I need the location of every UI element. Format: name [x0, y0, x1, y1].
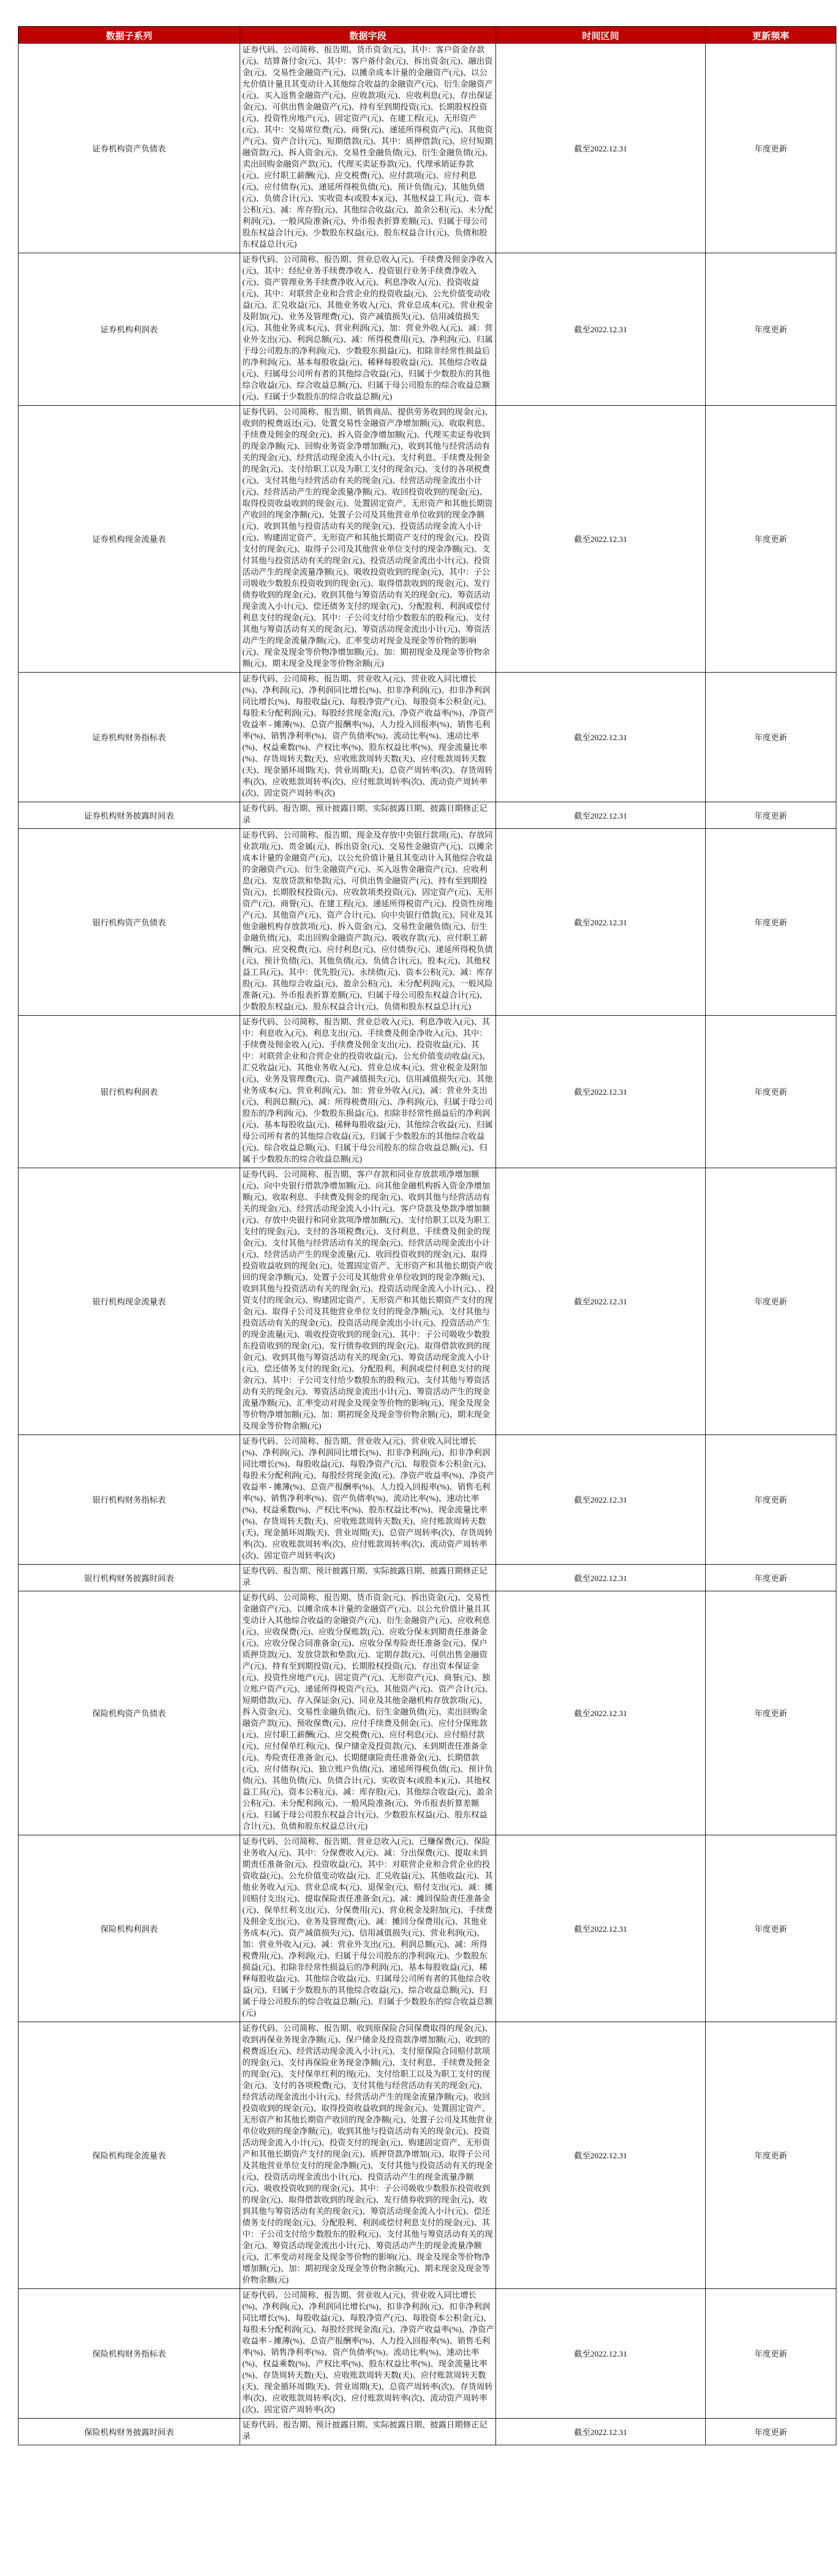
header-period: 时间区间 — [496, 27, 706, 44]
cell-period: 截至2022.12.31 — [496, 253, 706, 406]
cell-period: 截至2022.12.31 — [496, 829, 706, 1016]
cell-frequency: 年度更新 — [706, 1591, 836, 1835]
cell-fields: 证券代码、公司简称、报告期、营业收入(元)、营业收入同比增长(%)、净利润(元)、净利润同比增长(%)、扣非净利润(元)、扣非净利润同比增长(%)、每股收益(元)、每股净资产(元)、每股资本公积金(元)、每股未分配利润(元)、每股经营现金流(元)、净资产收益率(%)、净资产收益率 - 摊薄(%)、总资产报酬率(%)、人力投入回报率(%)、销售毛利率(%)、销售净利率(%)、资产负债率(%)、流动比率(%)、速动比率(%)、权益乘数(%)、产权比率(%)、股东权益比率(%)、现金流量比率(%)、存货周转天数(天)、应收账款周转天数(天)、应付账款周转天数(天)、现金循环周期(天)、营业周期(天)、总资产周转率(次)、存货周转率(次)、应收账款周转率(次)、应付账款周转率(次)、流动资产周转率(次)、固定资产周转率(次) — [240, 673, 496, 802]
cell-fields: 证券代码、公司简称、报告期、营业总收入(元)、手续费及佣金净收入(元)、其中：经纪业务手续费净收入、投资银行业务手续费净收入(元)、资产管理业务手续费净收入(元)、利息净收入(元)、投资收益(元)、其中：对联营企业和合营企业的投资收益(元)、公允价值变动收益(元)、汇兑收益(元)、其他业务收入(元)、营业总成本(元)、营业税金及附加(元)、业务及管理费(元)、资产减值损失(元)、信用减值损失(元)、其他业务成本(元)、营业利润(元)、加：营业外收入(元)、减：营业外支出(元)、利润总额(元)、减：所得税费用(元)、净利润(元)、归属于母公司股东的净利润(元)、少数股东损益(元)、扣除非经常性损益后的净利润(元)、基本每股收益(元)、稀释每股收益(元)、其他综合收益(元)、归属母公司所有者的其他综合收益(元)、归属于少数股东的其他综合收益(元)、综合收益总额(元)、归属于母公司股东的综合收益总额(元)、归属于少数股东的综合收益总额(元) — [240, 253, 496, 406]
table-row — [19, 2289, 836, 2419]
cell-fields: 证券代码、公司简称、报告期、销售商品、提供劳务收到的现金(元)、收到的税费返还(元)、处置交易性金融资产净增加额(元)、收取利息、手续费及佣金的现金(元)、拆入资金净增加额(元)、代理买卖证券收到的现金净额(元)、回购业务资金净增加额(元)、收到其他与经营活动有关的现金(元)、经营活动现金流入小计(元)、支付利息、手续费及佣金的现金(元)、支付给职工以及为职工支付的现金(元)、支付的各项税费(元)、支付其他与经营活动有关的现金(元)、经营活动现金流出小计(元)、经营活动产生的现金流量净额(元)、收回投资收到的现金(元)、取得投资收益收到的现金(元)、处置固定资产、无形资产和其他长期资产收回的现金净额(元)、处置子公司及其他营业单位收到的现金净额(元)、收到其他与投资活动有关的现金(元)、投资活动现金流入小计(元)、购建固定资产、无形资产和其他长期资产支付的现金(元)、投资支付的现金(元)、取得子公司及其他营业单位支付的现金净额(元)、支付其他与投资活动有关的现金(元)、投资活动现金流出小计(元)、投资活动产生的现金流量净额(元)、吸收投资收到的现金(元)、其中：子公司吸收少数股东投资收到的现金(元)、取得借款收到的现金(元)、发行债券收到的现金(元)、收到其他与筹资活动有关的现金(元)、筹资活动现金流入小计(元)、偿还债务支付的现金(元)、分配股利、利润或偿付利息支付的现金(元)、其中：子公司支付给少数股东的股利(元)、支付其他与筹资活动有关的现金(元)、筹资活动现金流出小计(元)、筹资活动产生的现金流量净额(元)、汇率变动对现金及现金等价物的影响(元)、现金及现金等价物净增加额(元)、加：期初现金及现金等价物余额(元)、期末现金及现金等价物余额(元) — [240, 406, 496, 673]
cell-series: 保险机构现金流量表 — [19, 2022, 240, 2289]
cell-series: 保险机构财务披露时间表 — [19, 2419, 240, 2445]
cell-period: 截至2022.12.31 — [496, 1591, 706, 1835]
table-row — [19, 829, 836, 1016]
table-header-row — [19, 27, 836, 44]
data-dictionary-page — [18, 26, 836, 2445]
cell-series: 证券机构利润表 — [19, 253, 240, 406]
header-fields: 数据字段 — [240, 27, 496, 44]
cell-frequency: 年度更新 — [706, 2022, 836, 2289]
header-frequency: 更新频率 — [706, 27, 836, 44]
table-row — [19, 1591, 836, 1835]
cell-period: 截至2022.12.31 — [496, 406, 706, 673]
cell-fields: 证券代码、报告期、预计披露日期、实际披露日期、披露日期修正记录 — [240, 802, 496, 829]
cell-series: 保险机构财务指标表 — [19, 2289, 240, 2419]
cell-frequency: 年度更新 — [706, 1435, 836, 1565]
cell-frequency: 年度更新 — [706, 1168, 836, 1435]
cell-fields: 证券代码、公司简称、报告期、营业收入(元)、营业收入同比增长(%)、净利润(元)、净利润同比增长(%)、扣非净利润(元)、扣非净利润同比增长(%)、每股收益(元)、每股净资产(元)、每股资本公积金(元)、每股未分配利润(元)、每股经营现金流(元)、净资产收益率(%)、净资产收益率 - 摊薄(%)、总资产报酬率(%)、人力投入回报率(%)、销售毛利率(%)、销售净利率(%)、资产负债率(%)、流动比率(%)、速动比率(%)、权益乘数(%)、产权比率(%)、股东权益比率(%)、现金流量比率(%)、存货周转天数(天)、应收账款周转天数(天)、应付账款周转天数(天)、现金循环周期(天)、营业周期(天)、总资产周转率(次)、存货周转率(次)、应收账款周转率(次)、应付账款周转率(次)、流动资产周转率(次)、固定资产周转率(次) — [240, 2289, 496, 2419]
cell-series: 证券机构现金流量表 — [19, 406, 240, 673]
cell-fields: 证券代码、报告期、预计披露日期、实际披露日期、披露日期修正记录 — [240, 2419, 496, 2445]
cell-fields: 证券代码、公司简称、报告期、现金及存放中央银行款项(元)、存放同业款项(元)、贵金属(元)、拆出资金(元)、交易性金融资产(元)、以摊余成本计量的金融资产(元)、以公允价值计量且其变动计入其他综合收益的金融资产(元)、衍生金融资产(元)、买入返售金融资产(元)、应收利息(元)、发放贷款和垫款(元)、可供出售金融资产(元)、持有至到期投资(元)、长期股权投资(元)、应收款项类投资(元)、固定资产(元)、无形资产(元)、商誉(元)、在建工程(元)、递延所得税资产(元)、投资性房地产(元)、其他资产(元)、资产合计(元)、向中央银行借款(元)、同业及其他金融机构存放款项(元)、拆入资金(元)、交易性金融负债(元)、衍生金融负债(元)、卖出回购金融资产款(元)、吸收存款(元)、应付职工薪酬(元)、应交税费(元)、应付利息(元)、应付债券(元)、递延所得税负债(元)、预计负债(元)、其他负债(元)、负债合计(元)、股本(元)、其他权益工具(元)、其中：优先股(元)、永续债(元)、资本公积(元)、减：库存股(元)、其他综合收益(元)、盈余公积(元)、未分配利润(元)、一般风险准备(元)、外币报表折算差额(元)、归属于母公司股东权益合计(元)、少数股东权益(元)、股东权益合计(元)、负债和股东权益总计(元) — [240, 829, 496, 1016]
cell-series: 证券机构财务指标表 — [19, 673, 240, 802]
cell-series: 保险机构资产负债表 — [19, 1591, 240, 1835]
table-row — [19, 406, 836, 673]
cell-frequency: 年度更新 — [706, 1835, 836, 2022]
cell-frequency: 年度更新 — [706, 829, 836, 1016]
table-row — [19, 802, 836, 829]
cell-series: 保险机构利润表 — [19, 1835, 240, 2022]
cell-period: 截至2022.12.31 — [496, 1835, 706, 2022]
data-fields-table — [18, 26, 836, 2445]
table-row — [19, 1016, 836, 1168]
cell-series: 银行机构财务指标表 — [19, 1435, 240, 1565]
cell-fields: 证券代码、公司简称、报告期、营业总收入(元)、已赚保费(元)、保险业务收入(元)、其中：分保费收入(元)、减：分出保费(元)、提取未到期责任准备金(元)、投资收益(元)、其中：对联营企业和合营企业的投资收益(元)、公允价值变动收益(元)、汇兑收益(元)、其他收益(元)、其他业务收入(元)、营业总成本(元)、退保金(元)、赔付支出(元)、减：摊回赔付支出(元)、提取保险责任准备金(元)、减：摊回保险责任准备金(元)、保单红利支出(元)、分保费用(元)、营业税金及附加(元)、手续费及佣金支出(元)、业务及管理费(元)、减：摊回分保费用(元)、其他业务成本(元)、资产减值损失(元)、信用减值损失(元)、营业利润(元)、加：营业外收入(元)、减：营业外支出(元)、利润总额(元)、减：所得税费用(元)、净利润(元)、归属于母公司股东的净利润(元)、少数股东损益(元)、扣除非经常性损益后的净利润(元)、基本每股收益(元)、稀释每股收益(元)、其他综合收益(元)、归属母公司所有者的其他综合收益(元)、归属于少数股东的其他综合收益(元)、综合收益总额(元)、归属于母公司股东的综合收益总额(元)、归属于少数股东的综合收益总额(元) — [240, 1835, 496, 2022]
cell-frequency: 年度更新 — [706, 802, 836, 829]
table-body — [19, 44, 836, 2445]
header-series: 数据子系列 — [19, 27, 240, 44]
cell-series: 银行机构资产负债表 — [19, 829, 240, 1016]
table-row — [19, 44, 836, 253]
cell-fields: 证券代码、公司简称、报告期、营业总收入(元)、利息净收入(元)、其中：利息收入(元)、利息支出(元)、手续费及佣金净收入(元)、其中：手续费及佣金收入(元)、手续费及佣金支出(元)、投资收益(元)、其中：对联营企业和合营企业的投资收益(元)、公允价值变动收益(元)、汇兑收益(元)、其他业务收入(元)、营业总成本(元)、营业税金及附加(元)、业务及管理费(元)、资产减值损失(元)、信用减值损失(元)、其他业务成本(元)、营业利润(元)、加：营业外收入(元)、减：营业外支出(元)、利润总额(元)、减：所得税费用(元)、净利润(元)、归属于母公司股东的净利润(元)、少数股东损益(元)、扣除非经常性损益后的净利润(元)、基本每股收益(元)、稀释每股收益(元)、其他综合收益(元)、归属母公司所有者的其他综合收益(元)、归属于少数股东的其他综合收益(元)、综合收益总额(元)、归属于母公司股东的综合收益总额(元)、归属于少数股东的综合收益总额(元) — [240, 1016, 496, 1168]
cell-series: 证券机构资产负债表 — [19, 44, 240, 253]
cell-period: 截至2022.12.31 — [496, 802, 706, 829]
table-row — [19, 253, 836, 406]
cell-fields: 证券代码、公司简称、报告期、客户存款和同业存放款项净增加额(元)、向中央银行借款净增加额(元)、向其他金融机构拆入资金净增加额(元)、收取利息、手续费及佣金的现金(元)、收到其他与经营活动有关的现金(元)、经营活动现金流入小计(元)、客户贷款及垫款净增加额(元)、存放中央银行和同业款项净增加额(元)、支付给职工以及为职工支付的现金(元)、支付的各项税费(元)、支付利息、手续费及佣金的现金(元)、支付其他与经营活动有关的现金(元)、经营活动现金流出小计(元)、经营活动产生的现金流量(元)、收回投资收到的现金(元)、取得投资收益收到的现金(元)、处置固定资产、无形资产和其他长期资产收回的现金净额(元)、处置子公司及其他营业单位收到的现金净额(元)、收到其他与投资活动有关的现金(元)、投资活动现金流入小计(元)、、投资支付的现金(元)、购建固定资产、无形资产和其他长期资产支付的现金(元)、取得子公司及其他营业单位支付的现金净额(元)、支付其他与投资活动有关的现金(元)、投资活动现金流出小计(元)、投资活动产生的现金流量(元)、吸收投资收到的现金(元)、其中：子公司吸收少数股东投资收到的现金(元)、发行债券收到的现金(元)、取得借款收到的现金(元)、收到其他与筹资活动有关的现金(元)、筹资活动现金流入小计(元)、偿还债务支付的现金(元)、分配股利、利润或偿付利息支付的现金(元)、其中：子公司支付给少数股东的股利(元)、支付其他与筹资活动有关的现金(元)、筹资活动现金流出小计(元)、筹资活动产生的现金流量净额(元)、汇率变动对现金及现金等价物的影响(元)、现金及现金等价物净增加额(元)、加：期初现金及现金等价物余额(元)、期末现金及现金等价物余额(元) — [240, 1168, 496, 1435]
cell-fields: 证券代码、公司简称、报告期、营业收入(元)、营业收入同比增长(%)、净利润(元)、净利润同比增长(%)、扣非净利润(元)、扣非净利润同比增长(%)、每股收益(元)、每股净资产(元)、每股资本公积金(元)、每股未分配利润(元)、每股经营现金流(元)、净资产收益率(%)、净资产收益率 - 摊薄(%)、总资产报酬率(%)、人力投入回报率(%)、销售毛利率(%)、销售净利率(%)、资产负债率(%)、流动比率(%)、速动比率(%)、权益乘数(%)、产权比率(%)、股东权益比率(%)、现金流量比率(%)、存货周转天数(天)、应收账款周转天数(天)、应付账款周转天数(天)、现金循环周期(天)、营业周期(天)、总资产周转率(次)、存货周转率(次)、应收账款周转率(次)、应付账款周转率(次)、流动资产周转率(次)、固定资产周转率(次) — [240, 1435, 496, 1565]
table-row — [19, 1435, 836, 1565]
cell-frequency: 年度更新 — [706, 1565, 836, 1591]
cell-fields: 证券代码、报告期、预计披露日期、实际披露日期、披露日期修正记录 — [240, 1565, 496, 1591]
cell-period: 截至2022.12.31 — [496, 2289, 706, 2419]
table-row — [19, 1565, 836, 1591]
cell-period: 截至2022.12.31 — [496, 1435, 706, 1565]
cell-series: 银行机构现金流量表 — [19, 1168, 240, 1435]
cell-frequency: 年度更新 — [706, 406, 836, 673]
cell-frequency: 年度更新 — [706, 2419, 836, 2445]
cell-series: 银行机构利润表 — [19, 1016, 240, 1168]
cell-fields: 证券代码、公司简称、报告期、货币资金(元)、其中：客户资金存款(元)、结算备付金(元)、其中：客户备付金(元)、拆出资金(元)、融出资金(元)、交易性金融资产(元)、以摊余成本计量的金融资产(元)、以公允价值计量且其变动计入其他综合收益的金融资产(元)、衍生金融资产(元)、买入返售金融资产(元)、应收款项(元)、应收利息(元)、存出保证金(元)、可供出售金融资产(元)、持有至到期投资(元)、长期股权投资(元)、投资性房地产(元)、固定资产(元)、在建工程(元)、无形资产(元)、其中：交易席位费(元)、商誉(元)、递延所得税资产(元)、其他资产(元)、资产合计(元)、短期借款(元)、其中：质押借款(元)、应付短期融资款(元)、拆入资金(元)、交易性金融负债(元)、衍生金融负债(元)、卖出回购金融资产款(元)、代理买卖证券款(元)、代理承销证券款(元)、应付职工薪酬(元)、应交税费(元)、应付款项(元)、应付利息(元)、应付债券(元)、递延所得税负债(元)、预计负债(元)、其他负债(元)、负债合计(元)、实收资本(或股本)(元)、其他权益工具(元)、资本公积(元)、减：库存股(元)、其他综合收益(元)、盈余公积(元)、未分配利润(元)、一般风险准备(元)、外币报表折算差额(元)、归属于母公司股东权益合计(元)、少数股东权益(元)、股东权益合计(元)、负债和股东权益总计(元) — [240, 44, 496, 253]
cell-period: 截至2022.12.31 — [496, 1565, 706, 1591]
cell-frequency: 年度更新 — [706, 2289, 836, 2419]
cell-frequency: 年度更新 — [706, 1016, 836, 1168]
cell-frequency: 年度更新 — [706, 673, 836, 802]
cell-series: 银行机构财务披露时间表 — [19, 1565, 240, 1591]
cell-frequency: 年度更新 — [706, 44, 836, 253]
table-row — [19, 673, 836, 802]
cell-frequency: 年度更新 — [706, 253, 836, 406]
cell-period: 截至2022.12.31 — [496, 2419, 706, 2445]
cell-series: 证券机构财务披露时间表 — [19, 802, 240, 829]
cell-period: 截至2022.12.31 — [496, 673, 706, 802]
cell-period: 截至2022.12.31 — [496, 1016, 706, 1168]
cell-fields: 证券代码、公司简称、报告期、货币资金(元)、拆出资金(元)、交易性金融资产(元)、以摊余成本计量的金融资产(元)、以公允价值计量且其变动计入其他综合收益的金融资产(元)、衍生金融资产(元)、应收利息(元)、应收保费(元)、应收分保账款(元)、应收分保未到期责任准备金(元)、应收分保合同准备金(元)、应收分保寿险责任准备金(元)、保户质押贷款(元)、发放贷款和垫款(元)、定期存款(元)、可供出售金融资产(元)、持有至到期投资(元)、长期股权投资(元)、存出资本保证金(元)、投资性房地产(元)、固定资产(元)、无形资产(元)、商誉(元)、独立账户资产(元)、递延所得税资产(元)、其他资产(元)、资产合计(元)、短期借款(元)、存入保证金(元)、同业及其他金融机构存放款项(元)、拆入资金(元)、交易性金融负债(元)、衍生金融负债(元)、卖出回购金融资产款(元)、预收保费(元)、应付手续费及佣金(元)、应付分保账款(元)、应付职工薪酬(元)、应交税费(元)、应付利息(元)、应付赔付款(元)、应付保单红利(元)、保户储金及投资款(元)、未到期责任准备金(元)、寿险责任准备金(元)、长期健康险责任准备金(元)、长期借款(元)、应付债券(元)、独立账户负债(元)、递延所得税负债(元)、预计负债(元)、其他负债(元)、负债合计(元)、实收资本(或股本)(元)、其他权益工具(元)、资本公积(元)、减：库存股(元)、其他综合收益(元)、盈余公积(元)、未分配利润(元)、一般风险准备(元)、外币报表折算差额(元)、归属于母公司股东权益合计(元)、少数股东权益(元)、股东权益合计(元)、负债和股东权益总计(元) — [240, 1591, 496, 1835]
table-row — [19, 2419, 836, 2445]
cell-period: 截至2022.12.31 — [496, 1168, 706, 1435]
cell-period: 截至2022.12.31 — [496, 2022, 706, 2289]
cell-fields: 证券代码、公司简称、报告期、收到原保险合同保费取得的现金(元)、收到再保业务现金净额(元)、保户储金及投资款净增加额(元)、收到的税费返还(元)、经营活动现金流入小计(元)、支付原保险合同赔付款项的现金(元)、支付再保险业务现金净额(元)、支付利息、手续费及佣金的现金(元)、支付保单红利的现(元)、支付给职工以及为职工支付的现金(元)、支付的各项税费(元)、支付其他与经营活动有关的现金(元)、经营活动现金流出小计(元)、经营活动产生的现金流量净额(元)、收回投资收到的现金(元)、取得投资收益收到的现金(元)、处置固定资产、无形资产和其他长期资产收回的现金净额(元)、处置子公司及其他营业单位收到的现金净额(元)、收到其他与投资活动有关的现金(元)、投资活动现金流入小计(元)、投资支付的现金(元)、购建固定资产、无形资产和其他长期资产支付的现金(元)、质押贷款净增加(元)、取得子公司及其他营业单位支付的现金净额(元)、支付其他与投资活动有关的现金(元)、投资活动现金流出小计(元)、投资活动产生的现金流量净额(元)、吸收投资收到的现金(元)、其中：子公司吸收少数股东投资收到的现金(元)、取得借款收到的现金(元)、发行债券收到的现金(元)、收到其他与筹资活动有关的现金(元)、筹资活动现金流入小计(元)、偿还债务支付的现金(元)、分配股利、利润或偿付利息支付的现金(元)、其中：子公司支付给少数股东的股利(元)、支付其他与筹资活动有关的现金(元)、筹资活动现金流出小计(元)、筹资活动产生的现金流量净额(元)、汇率变动对现金及现金等价物的影响(元)、现金及现金等价物净增加额(元)、加：期初现金及现金等价物余额(元)、期末现金及现金等价物余额(元) — [240, 2022, 496, 2289]
cell-period: 截至2022.12.31 — [496, 44, 706, 253]
table-row — [19, 1835, 836, 2022]
table-row — [19, 2022, 836, 2289]
table-row — [19, 1168, 836, 1435]
